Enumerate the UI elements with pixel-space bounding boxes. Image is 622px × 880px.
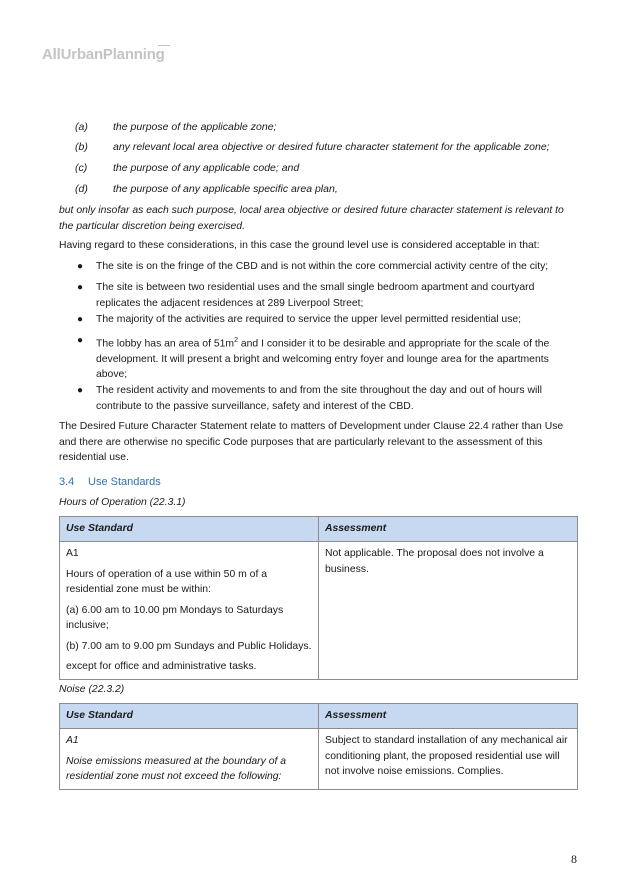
- bullet-icon: ●: [77, 314, 84, 325]
- hours-of-operation-table: [59, 516, 578, 680]
- standard-text: Hours of operation of a use within 50 m of a residential zone must be within:: [66, 568, 267, 595]
- header-use-standard: Use Standard: [60, 517, 319, 542]
- bullet-icon: ●: [77, 282, 84, 293]
- table-caption-hours: Hours of Operation (22.3.1): [59, 497, 186, 508]
- criterion-text: the purpose of the applicable zone;: [113, 121, 277, 133]
- section-title: Use Standards: [88, 476, 161, 488]
- use-standard-cell: [60, 729, 319, 790]
- criterion-label: (b): [75, 141, 88, 153]
- page-number: 8: [571, 852, 577, 866]
- section-number: 3.4: [59, 476, 75, 488]
- bullet-text: [96, 333, 574, 383]
- standard-text: (a) 6.00 am to 10.00 pm Mondays to Saturdays inclusive;: [66, 604, 284, 631]
- bullet-text: The site is on the fringe of the CBD and is not within the core commercial activity centre of the city;: [96, 261, 549, 272]
- table-header-row: [60, 517, 578, 542]
- criterion-text: the purpose of any applicable code; and: [113, 162, 300, 174]
- insofar-paragraph: but only insofar as each such purpose, local area objective or desired future character statement is relevant to the particular discretion being exercised.: [59, 205, 564, 232]
- assessment-cell: Not applicable. The proposal does not involve a business.: [319, 542, 578, 680]
- header-assessment: Assessment: [319, 517, 578, 542]
- header-assessment: Assessment: [319, 704, 578, 729]
- standard-text: Noise emissions measured at the boundary of a residential zone must not exceed the following:: [66, 755, 287, 782]
- standard-code: A1: [66, 548, 79, 559]
- assessment-cell: Subject to standard installation of any mechanical air conditioning plant, the proposed residential use will not involve noise emissions. Complies.: [319, 729, 578, 790]
- criterion-label: (d): [75, 183, 88, 195]
- standard-code: A1: [66, 735, 79, 746]
- bullet-icon: ●: [77, 385, 84, 396]
- criterion-text: any relevant local area objective or desired future character statement for the applicable zone;: [113, 141, 550, 153]
- bullet-icon: ●: [77, 335, 84, 346]
- closing-paragraph: The Desired Future Character Statement relate to matters of Development under Clause 22.4 rather than Use and there are otherwise no specific Code purposes that are particularly relevant to the assessment of this residential use.: [59, 421, 564, 463]
- table-row: [60, 729, 578, 790]
- lobby-text-end: and I consider it to be desirable and appropriate for the scale of the development. It will present a bright and welcoming entry foyer and lounge area for the apartments above;: [96, 338, 550, 381]
- lobby-text-start: The lobby has an area of 51m: [96, 338, 235, 350]
- noise-table: [59, 703, 578, 790]
- logo-accent-mark: [158, 45, 170, 50]
- table-header-row: [60, 704, 578, 729]
- bullet-text: The resident activity and movements to and from the site throughout the day and out of hours will contribute to the passive surveillance, safety and interest of the CBD.: [96, 385, 542, 412]
- table-row: [60, 542, 578, 680]
- regard-paragraph: Having regard to these considerations, in this case the ground level use is considered acceptable in that:: [59, 240, 540, 251]
- standard-text: (b) 7.00 am to 9.00 pm Sundays and Public Holidays.: [66, 640, 312, 652]
- use-standard-cell: [60, 542, 319, 680]
- table-caption-noise: Noise (22.3.2): [59, 684, 125, 695]
- company-logo: AllUrbanPlanning: [42, 46, 165, 63]
- bullet-icon: ●: [77, 261, 84, 272]
- criterion-label: (a): [75, 121, 88, 133]
- superscript-2: 2: [234, 337, 238, 344]
- standard-text: except for office and administrative tasks.: [66, 661, 257, 672]
- criterion-label: (c): [75, 162, 88, 174]
- header-use-standard: Use Standard: [60, 704, 319, 729]
- bullet-text: The site is between two residential uses and the small single bedroom apartment and courtyard replicates the adjacent residences at 289 Liverpool Street;: [96, 282, 535, 309]
- bullet-text: The majority of the activities are required to service the upper level permitted residential use;: [96, 314, 522, 325]
- criterion-text: the purpose of any applicable specific area plan,: [113, 183, 338, 195]
